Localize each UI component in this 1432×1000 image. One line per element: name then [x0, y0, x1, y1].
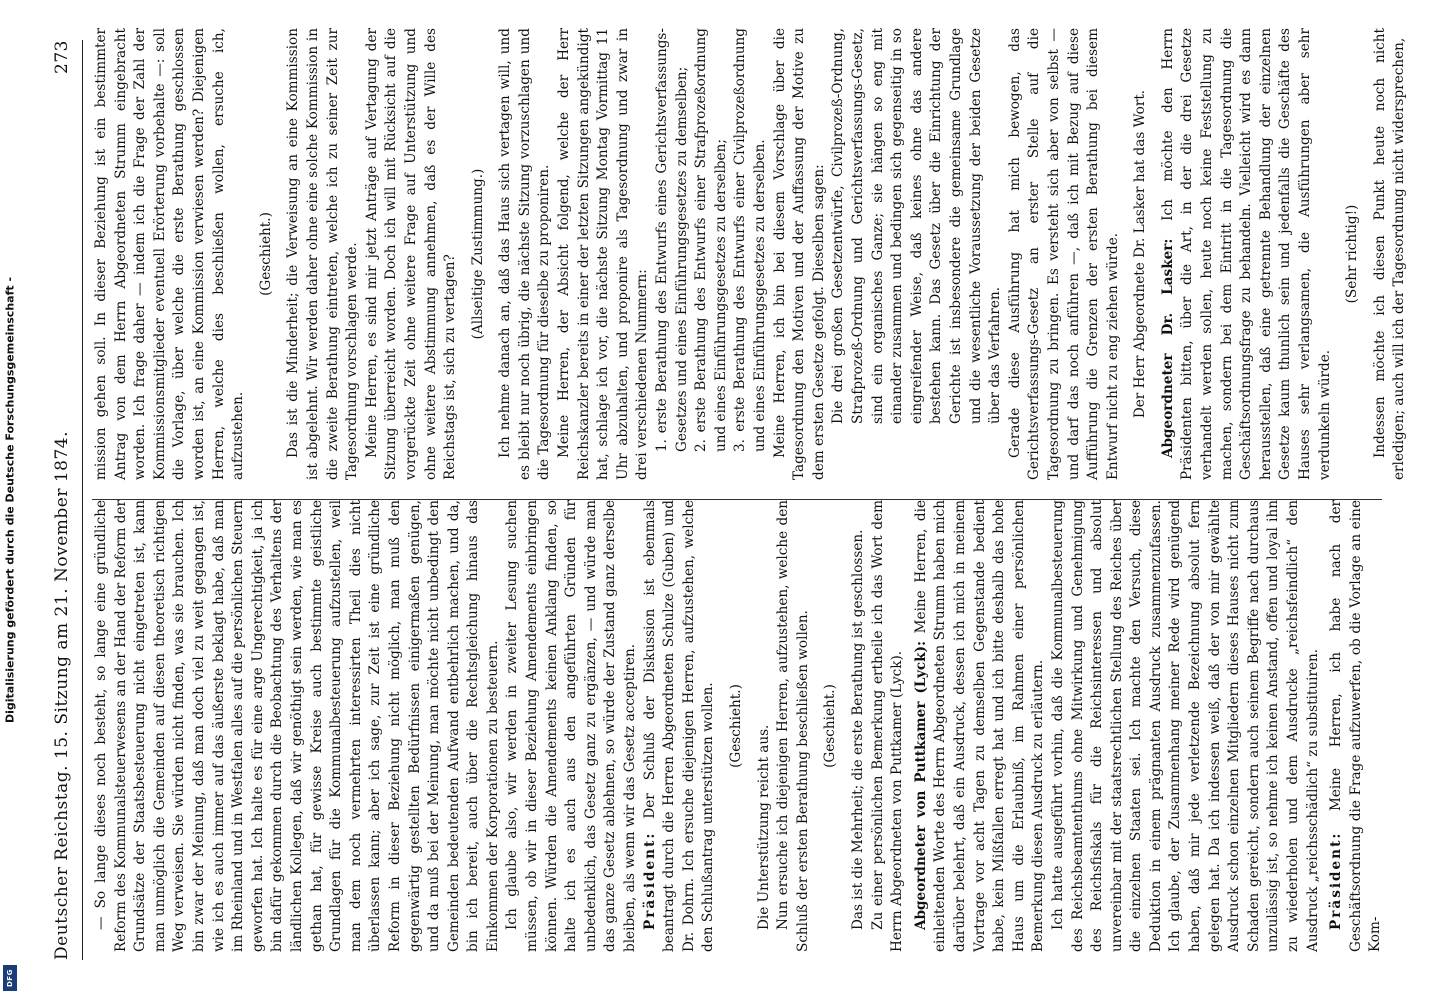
paragraph: [1159, 28, 1335, 480]
paragraph: Meine Herren, der Absicht folgend, welche der Herr Reichskanzler bereits in einer der letzten Sitzungen angekündigt hat, schlage ich vor, die nächste Sitzung Montag Vormittag 11 Uhr abzuhalten, und proponire als Tagesordnung und zwar in drei verschiedenen Nummern:: [556, 28, 651, 480]
stage-direction: (Geschieht.): [822, 684, 839, 768]
speaker-label: Abgeordneter von Puttkamer (Lyck):: [912, 640, 929, 930]
paragraph: Meine Herren, es sind mir jetzt Anträge auf Vertagung der Sitzung überreicht worden. Doch ich will mit Rücksicht auf die vorgerückte Zeit ohne weitere Frage auf Unterstützung und ohne weitere Abstimmung annehmen, daß es der Wille des Reichstags ist, sich zu vertagen?: [363, 28, 459, 480]
speech-text: Meine Herren, ich habe nach der Geschäftsordnung die Frage aufzuwerfen, ob die Vorlage an eine Kom-: [1328, 500, 1384, 952]
paragraph: Nun ersuche ich diejenigen Herren, aufzustehen, welche den Schluß der ersten Berathung beschließen wollen.: [775, 500, 811, 952]
page-header: [52, 40, 78, 960]
dfg-logo-icon: DFG: [3, 965, 17, 991]
speaker-label: Abgeordneter Dr. Lasker:: [1159, 238, 1176, 458]
header-rule: [82, 40, 83, 960]
paragraph: Ich hatte ausgeführt vorhin, daß die Kommunalbesteuerung des Reichsbeamtenthums ohne Mitwirkung und Genehmigung des Reichsfiskals für die Reichsinteressen und absolut unvereinbar mit der staatsrechtlichen Stellung des Reiches über die einzelnen Staaten sei. Ich machte den Versuch, diese Deduktion in einem prägnanten Ausdruck zusammenzufassen. Ich glaube, der Zusammenhang meiner Rede wird genügend haben, daß mir jede verletzende Bezeichnung absolut fern gelegen hat. Da ich indessen weiß, daß der von mir gewählte Ausdruck schon einzelnen Mitgliedern dieses Hauses nicht zum Schaden gereicht, sondern auch seinem Begriffe nach durchaus unzulässig ist, so nehme ich keinen Anstand, offen und loyal ihn zu wiederholen und dem Ausdrucke „reichsfeindlich“ den Ausdruck „reichsschädlich“ zu substituiren.: [1049, 500, 1321, 952]
column-divider: [92, 499, 1382, 500]
right-column: [92, 28, 1410, 480]
agenda-item: 2. erste Berathung des Entwurfs einer Strafprozeßordnung und eines Einführungsgesetzes zu derselben;: [693, 28, 729, 452]
speaker-announcement: Der Herr Abgeordnete Dr. Lasker hat das Wort.: [1132, 89, 1149, 419]
speech-text: Meine Herren, die einleitenden Worte des Herrn Abgeordneten Strumm haben mich darüber belehrt, daß ein Ausdruck, dessen ich mich in meinem Vortrage vor acht Tagen zu demselben Gegenstande bedient habe, kein Mißfallen erregt hat und ich bitte deshalb das hohe Haus um die Erlaubniß, im Rahmen einer persönlichen Bemerkung diesen Ausdruck zu erläutern.: [912, 500, 1047, 952]
paragraph: Zu einer persönlichen Bemerkung ertheile ich das Wort dem Herrn Abgeordneten von Puttkamer (Lyck).: [869, 500, 906, 952]
document-page: [30, 10, 1420, 990]
digitization-credit-strip: [0, 0, 20, 1000]
agenda-item: 3. erste Berathung des Entwurfs einer Civilprozeßordnung und eines Einführungsgesetzes zu derselben.: [732, 28, 768, 452]
stage-direction: (Allseitige Zustimmung.): [469, 168, 486, 340]
paragraph: [912, 500, 1049, 952]
paragraph: mission gehen soll. In dieser Beziehung ist ein bestimmter Antrag von dem Herrn Abgeordneten Strumm eingebracht worden. Ich frage daher — indem ich die Frage der Zahl der Kommissionsmitglieder eventuell Erörterung vorbehalte —: soll die Vorlage, über welche die erste Berathung geschlossen worden ist, an eine Kommission verwiesen werden? Diejenigen Herren, welche dies beschließen wollen, ersuche ich, aufzustehen.: [93, 28, 247, 480]
stage-direction: (Geschieht.): [728, 684, 744, 768]
stage-direction: (Geschieht.): [257, 212, 274, 296]
speaker-label: Präsident:: [1328, 831, 1345, 930]
speech-text: Der Schluß der Diskussion ist ebenmals beantragt durch die Herren Abgeordneten Schulze (Guben) und Dr. Dohrn. Ich ersuche diejenigen Herren, aufzustehen, welche den Schlußantrag unterstützen wollen.: [641, 500, 717, 952]
stage-direction: (Sehr richtig!): [1344, 204, 1361, 304]
speech-text: Ich möchte den Herrn Präsidenten bitten, über die Art, in der die drei Gesetze verhandelt werden sollen, heute noch keine Feststellung zu machen, sondern bei dem Eintritt in die Tagesordnung die Geschäftsordnungsfrage zu behandeln. Vielleicht wird es dann herausstellen, daß eine getrennte Behandlung der einzelnen Gesetze kaum thunlich sein und jedenfalls die Geschäfte des Hauses sehr verlangsamen, die Ausführungen aber sehr verdunkeln würde.: [1159, 27, 1333, 480]
paragraph: Gerade diese Ausführung hat mich bewogen, das Gerichtsverfassungs-Gesetz an erster Stelle auf die Tagesordnung zu bringen. Es versteht sich aber von selbst — und darf das noch anführen —, daß ich mit Bezug auf diese Aufführung die Grenzen der ersten Berathung bei diesem Entwurf nicht zu eng ziehen würde.: [1006, 28, 1121, 480]
paragraph: [641, 500, 719, 952]
paragraph: Meine Herren, ich bin bei diesem Vorschlage über die Tagesordnung den Motiven und der Auffassung der Motive zu dem ersten Gesetze gefolgt. Dieselben sagen:: [771, 28, 827, 480]
paragraph: Ich nehme danach an, daß das Haus sich vertagen will, und es bleibt nur noch übrig, die nächste Sitzung vorzuschlagen und die Tagesordnung für dieselbe zu proponiren.: [497, 28, 553, 480]
paragraph: Das ist die Minderheit; die Verweisung an eine Kommission ist abgelehnt. Wir werden daher ohne eine solche Kommission in die zweite Berathung eintreten, welche ich zu seiner Zeit zur Tagesordnung vorschlagen werde.: [285, 28, 361, 480]
paragraph: Das ist die Mehrheit; die erste Berathung ist geschlossen.: [849, 529, 866, 930]
speaker-label: Präsident:: [641, 831, 658, 930]
page-number: 273: [52, 40, 72, 74]
left-column: [92, 500, 1386, 952]
paragraph: Die Unterstützung reicht aus.: [755, 724, 772, 930]
paragraph: Ich glaube also, wir werden in zweiter Lesung suchen müssen, ob wir in dieser Beziehung Amendements einbringen können. Würden die Amendements keinen Anklang finden, so halte ich es auch aus den angeführten Gründen für unbedenklich, das Gesetz ganz zu ergänzen, — und würde man das ganze Gesetz ablehnen, so würde der Zustand ganz derselbe bleiben, als wenn wir das Gesetz acceptiren.: [504, 500, 639, 952]
quoted-motive: Die drei großen Gesetzentwürfe, Civilprozeß-Ordnung, Strafprozeß-Ordnung und Gerichtsverfassungs-Gesetz, sind ein organisches Ganze; sie hängen so eng mit einander zusammen und bedingen sich gegenseitig in so eingreifender Weise, daß keines ohne das andere bestehen kann. Das Gesetz über die Einrichtung der Gerichte ist insbesondere die gemeinsame Grundlage und die wesentliche Voraussetzung der beiden Gesetze über das Verfahren.: [830, 28, 1004, 424]
page-header-title: Deutscher Reichstag. 15. Sitzung am 21. November 1874.: [52, 430, 72, 960]
paragraph: Indessen möchte ich diesen Punkt heute noch nicht erledigen; auch will ich der Tagesordnung nicht widersprechen,: [1371, 28, 1408, 480]
agenda-item: 1. erste Berathung des Entwurfs eines Gerichtsverfassungs-Gesetzes und eines Einführungsgesetzes zu demselben;: [654, 28, 690, 452]
paragraph: [1327, 500, 1386, 952]
paragraph: — So lange dieses noch besteht, so lange eine gründliche Reform des Kommunalsteuerwesens an der Hand der Reform der Grundsätze der Staatsbesteuerung nicht eingetreten ist, kann man unmöglich die Gemeinden auf diesen theoretisch richtigen Weg verweisen. Sie würden nicht finden, was sie brauchen. Ich bin zwar der Meinung, daß man doch viel zu weit gegangen ist, wie ich es auch immer auf das äußerste beklagt habe, daß man im Rheinland und in Westfalen alles auf die persönlichen Steuern geworfen hat. Ich halte es für eine arge Ungerechtigkeit, ja ich bin dafür gekommen durch die Beobachtung des Verhaltens der ländlichen Kollegen, daß wir genöthigt sein werden, wie man es gethan hat, für gewisse Kreise auch bestimmte geistliche Grundlagen für die Kommunalbesteuerung aufzustellen, weil man dem noch vermehrten interessirten Theil dies nicht überlassen kann; aber ich sage, zur Zeit ist eine gründliche Reform in dieser Beziehung nicht möglich, man muß den gegenwärtig gestellten Bedürfnissen einigermaßen genügen, und da muß bei der Meinung, man möchte nicht unbedingt den Gemeinden bedeutenden Aufwand entbehrlich machen, und da, bin ich bereit, auch über die Rechtsgleichung hinaus das Einkommen der Korporationen zu besteuern.: [93, 500, 501, 952]
digitization-credit-text: Digitalisierung gefördert durch die Deutsche Forschungsgemeinschaft -: [3, 276, 17, 724]
